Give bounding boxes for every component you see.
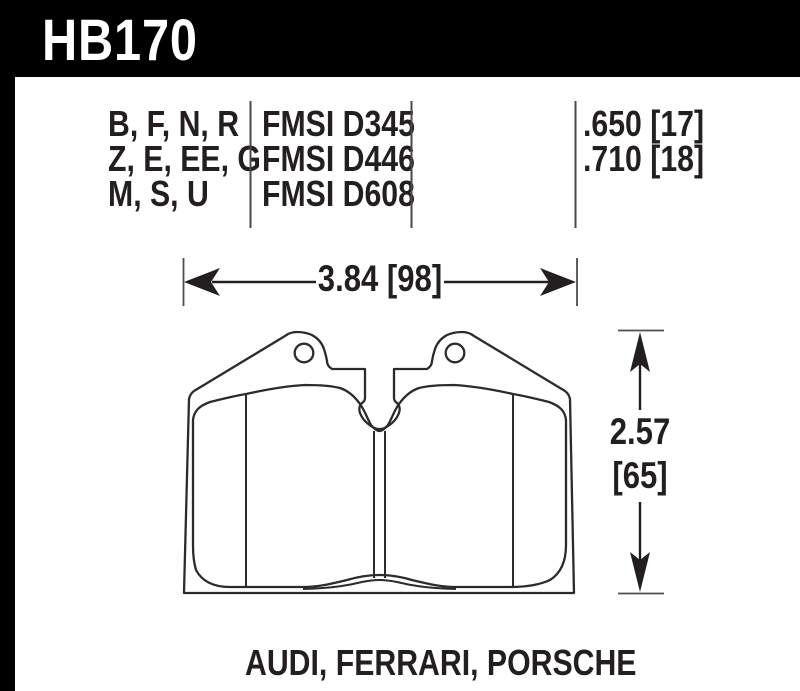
fmsi-row: FMSI D345 [262, 103, 415, 144]
fmsi-row: FMSI D446 [262, 138, 415, 179]
fmsi-row: FMSI D608 [262, 173, 415, 214]
brake-pad-drawing [184, 332, 574, 593]
height-dimension-label-mm: [65] [612, 455, 668, 496]
part-number: HB170 [42, 8, 198, 73]
pad-thickness-row: .710 [18] [583, 138, 705, 179]
compound-row: M, S, U [108, 173, 209, 214]
height-dimension-label-in: 2.57 [609, 411, 671, 452]
height-dimension-label-mm-wrap [585, 457, 695, 494]
height-dimension-label-in-wrap [585, 413, 695, 450]
abutment-hole-left [295, 344, 314, 363]
width-dimension-label-wrap [280, 260, 480, 297]
compound-row: Z, E, EE, G [108, 138, 261, 179]
applications-label: AUDI, FERRARI, PORSCHE [245, 642, 637, 683]
compound-row: B, F, N, R [108, 103, 240, 144]
applications-label-wrap [213, 642, 637, 683]
backing-plate-outline [184, 332, 574, 593]
width-dimension-label: 3.84 [98] [317, 258, 443, 299]
abutment-hole-right [446, 344, 465, 363]
friction-pad-outline [193, 385, 566, 587]
pad-thickness-row: .650 [17] [583, 103, 705, 144]
